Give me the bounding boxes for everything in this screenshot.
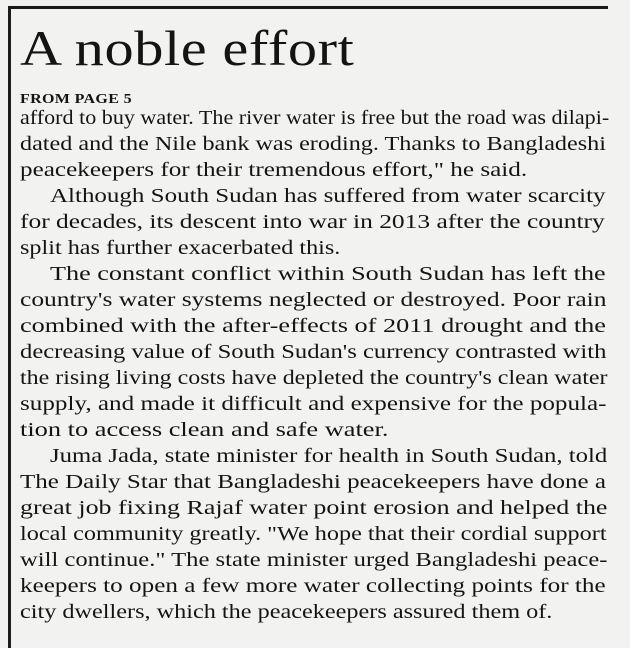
- body-line: The constant conflict within South Sudan has left the: [50, 264, 606, 285]
- left-border-rule: [8, 6, 11, 648]
- body-line: will continue." The state minister urged Bangladeshi peace-: [20, 550, 608, 571]
- body-line: decreasing value of South Sudan's currency contrasted with: [20, 342, 607, 363]
- top-border-rule: [8, 6, 608, 9]
- body-line: keepers to open a few more water collecting points for the: [20, 576, 606, 597]
- body-line: country's water systems neglected or destroyed. Poor rain: [20, 290, 607, 311]
- body-line: for decades, its descent into war in 2013 after the country: [20, 212, 605, 233]
- body-line: split has further exacerbated this.: [20, 238, 341, 259]
- body-line: Although South Sudan has suffered from water scarcity: [50, 186, 606, 207]
- body-line: afford to buy water. The river water is free but the road was dilapi-: [20, 108, 610, 129]
- body-line: the rising living costs have depleted the country's clean water: [20, 368, 608, 389]
- body-line: supply, and made it difficult and expensive for the popula-: [20, 394, 607, 415]
- headline: A noble effort: [20, 20, 355, 76]
- body-line: city dwellers, which the peacekeepers assured them of.: [20, 602, 553, 623]
- body-line: great job fixing Rajaf water point erosion and helped the: [20, 498, 608, 519]
- body-line: local community greatly. "We hope that their cordial support: [20, 524, 607, 545]
- body-line: Juma Jada, state minister for health in South Sudan, told: [50, 446, 608, 467]
- body-line: dated and the Nile bank was eroding. Thanks to Bangladeshi: [20, 134, 606, 155]
- body-line: combined with the after-effects of 2011 drought and the: [20, 316, 606, 337]
- body-line: tion to access clean and safe water.: [20, 420, 389, 441]
- body-line: peacekeepers for their tremendous effort," he said.: [20, 160, 528, 181]
- continuation-kicker: FROM PAGE 5: [20, 92, 132, 107]
- body-line: The Daily Star that Bangladeshi peacekeepers have done a: [20, 472, 606, 493]
